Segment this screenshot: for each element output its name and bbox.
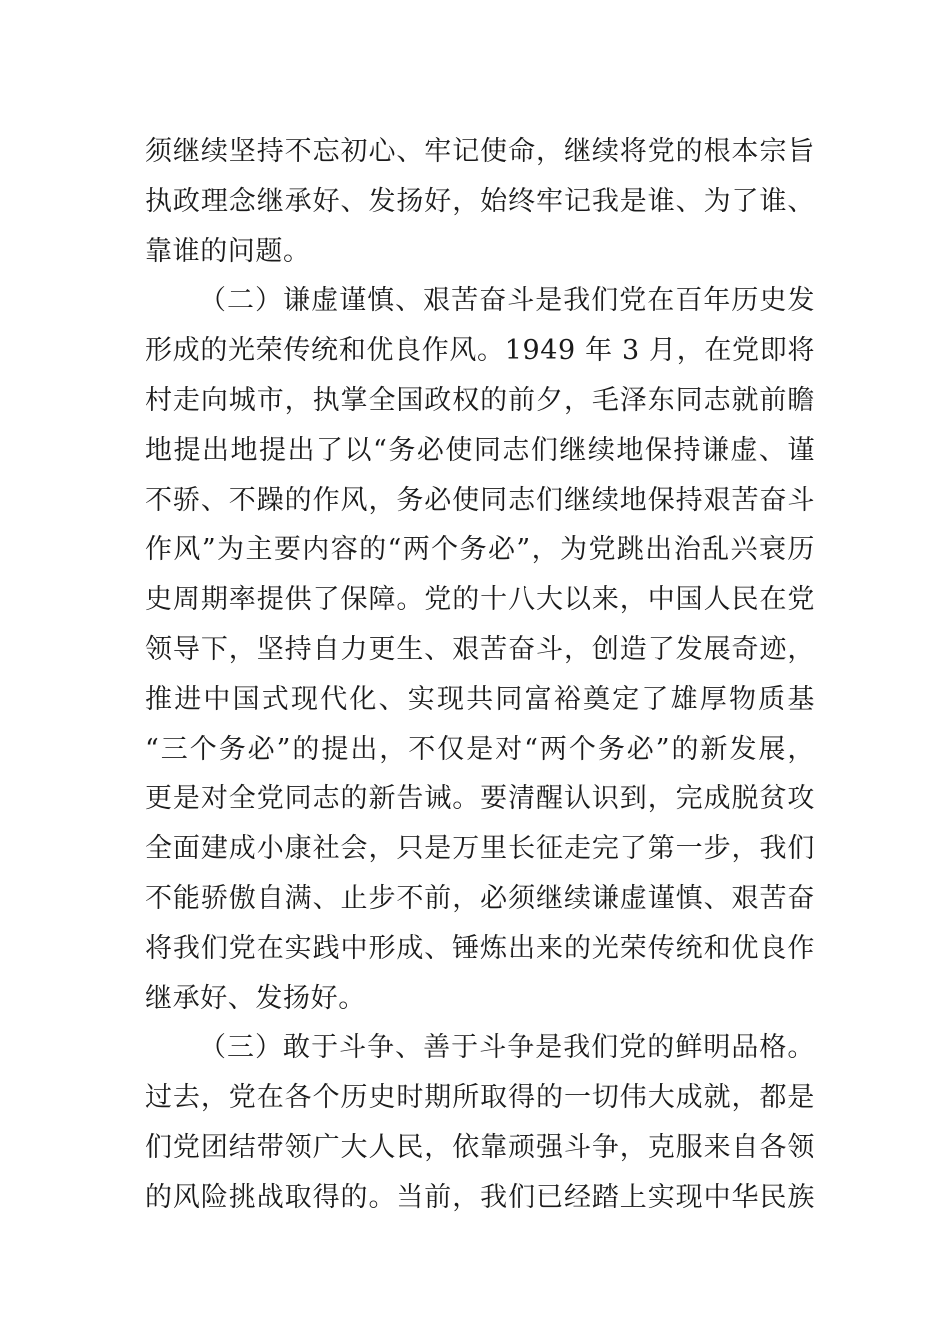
text-line: 史周期率提供了保障。党的十八大以来，中国人民在党 bbox=[145, 584, 815, 616]
text-line: 的风险挑战取得的。当前，我们已经踏上实现中华民族 bbox=[145, 1181, 815, 1213]
text-line: 更是对全党同志的新告诫。要清醒认识到，完成脱贫攻 bbox=[145, 783, 815, 815]
text-line: 不能骄傲自满、止步不前，必须继续谦虚谨慎、艰苦奋 bbox=[145, 882, 815, 914]
text-line: 领导下，坚持自力更生、艰苦奋斗，创造了发展奇迹， bbox=[145, 633, 815, 665]
text-line: 靠谁的问题。 bbox=[145, 235, 311, 267]
text-line: 过去，党在各个历史时期所取得的一切伟大成就，都是 bbox=[145, 1082, 815, 1114]
text-line: 执政理念继承好、发扬好，始终牢记我是谁、为了谁、 bbox=[145, 185, 815, 217]
text-line: 地提出地提出了以“务必使同志们继续地保持谦虚、谨 bbox=[145, 434, 815, 466]
text-line: 们党团结带领广大人民，依靠顽强斗争，克服来自各领 bbox=[145, 1131, 815, 1163]
paragraph-start-line: （二）谦虚谨慎、艰苦奋斗是我们党在百年历史发 bbox=[199, 285, 815, 317]
text-line: 推进中国式现代化、实现共同富裕奠定了雄厚物质基 bbox=[145, 683, 815, 715]
body-text bbox=[145, 127, 815, 1223]
text-line: 不骄、不躁的作风，务必使同志们继续地保持艰苦奋斗 bbox=[145, 484, 815, 516]
text-line: 全面建成小康社会，只是万里长征走完了第一步，我们 bbox=[145, 833, 815, 865]
text-line: 将我们党在实践中形成、锤炼出来的光荣传统和优良作 bbox=[145, 932, 815, 964]
text-line: 作风”为主要内容的“两个务必”，为党跳出治乱兴衰历 bbox=[145, 534, 815, 566]
text-line: 须继续坚持不忘初心、牢记使命，继续将党的根本宗旨 bbox=[145, 136, 815, 167]
paragraph-start-line: （三）敢于斗争、善于斗争是我们党的鲜明品格。 bbox=[199, 1032, 815, 1064]
text-line: 形成的光荣传统和优良作风。1949 年 3 月，在党即将 bbox=[145, 335, 815, 367]
text-line: 继承好、发扬好。 bbox=[145, 982, 366, 1014]
text-line: 村走向城市，执掌全国政权的前夕，毛泽东同志就前瞻 bbox=[145, 384, 815, 416]
text-line: “三个务必”的提出，不仅是对“两个务必”的新发展， bbox=[145, 733, 815, 765]
